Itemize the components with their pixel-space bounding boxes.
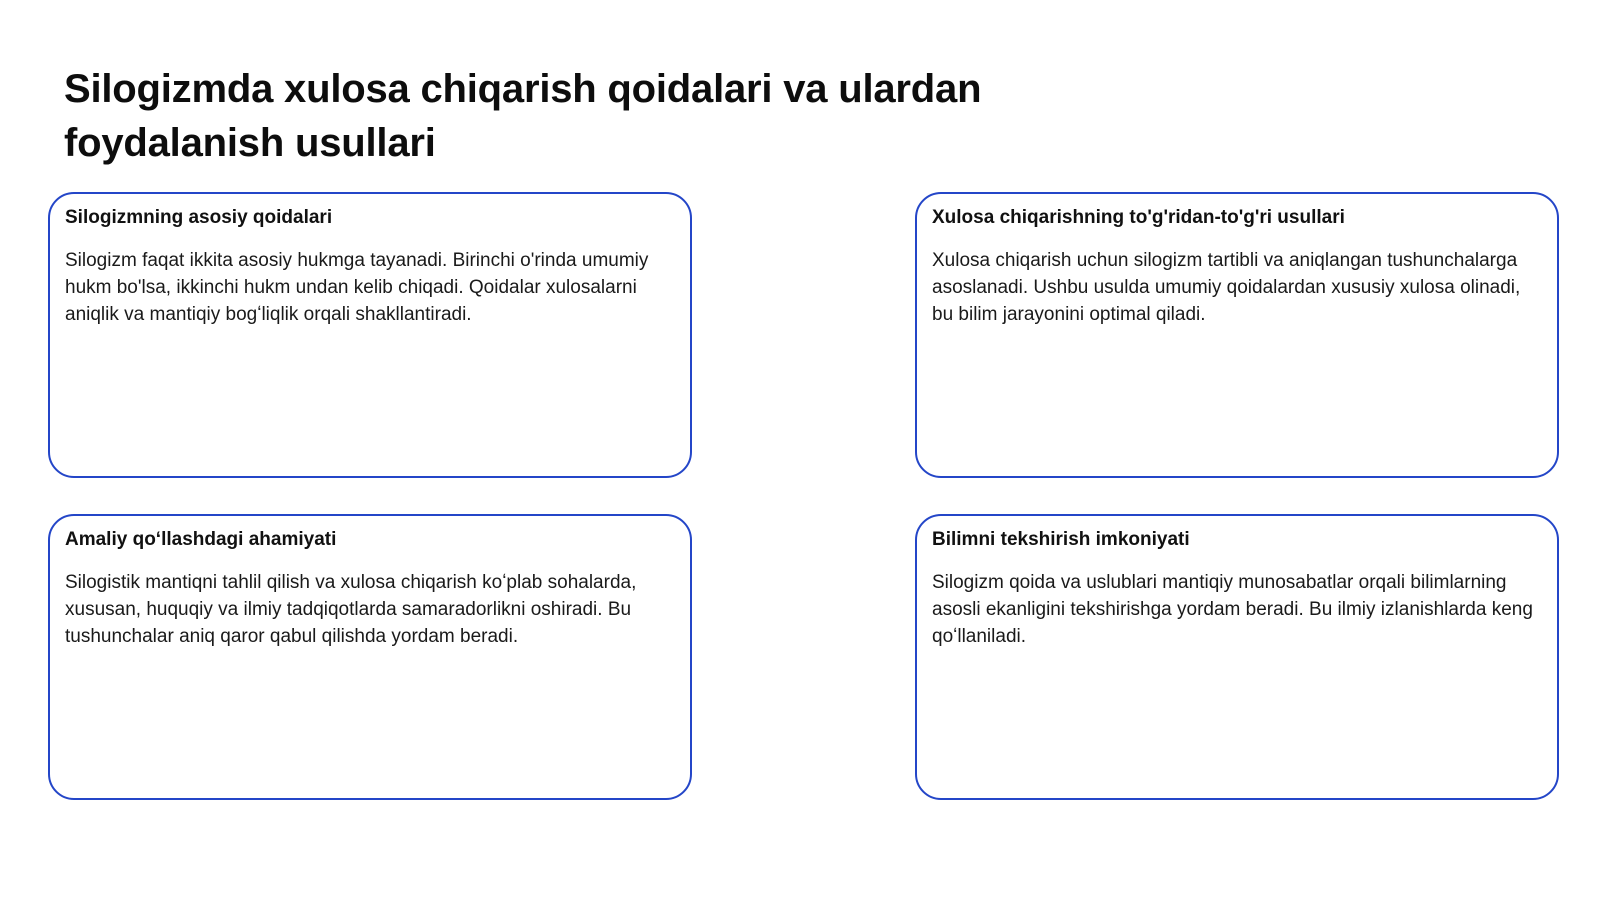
card-title: Amaliy qoʻllashdagi ahamiyati [65, 529, 337, 550]
card-body: Silogistik mantiqni tahlil qilish va xulosa chiqarish koʻplab sohalarda, xususan, huquqiy va ilmiy tadqiqotlarda samaradorlikni oshiradi. Bu tushunchalar aniq qaror qabul qilishda yordam beradi. [65, 572, 637, 647]
card-title: Silogizmning asosiy qoidalari [65, 207, 333, 228]
card-body: Silogizm qoida va uslublari mantiqiy munosabatlar orqali bilimlarning asosli ekanligini tekshirishga yordam beradi. Bu ilmiy izlanishlarda keng qoʻllaniladi. [932, 572, 1533, 647]
card-knowledge-verification [915, 514, 1559, 800]
slide-title: Silogizmda xulosa chiqarish qoidalari va ulardan foydalanish usullari [64, 67, 982, 165]
card-title: Xulosa chiqarishning to'g'ridan-to'g'ri usullari [932, 207, 1345, 228]
card-direct-inference-methods [915, 192, 1559, 478]
card-practical-importance [48, 514, 692, 800]
card-body: Silogizm faqat ikkita asosiy hukmga tayanadi. Birinchi o'rinda umumiy hukm bo'lsa, ikkinchi hukm undan kelib chiqadi. Qoidalar xulosalarni aniqlik va mantiqiy bogʻliqlik orqali shakllantiradi. [65, 250, 649, 325]
card-body: Xulosa chiqarish uchun silogizm tartibli va aniqlangan tushunchalarga asoslanadi. Ushbu usulda umumiy qoidalardan xususiy xulosa olinadi, bu bilim jarayonini optimal qiladi. [932, 250, 1521, 325]
card-syllogism-basic-rules [48, 192, 692, 478]
card-title: Bilimni tekshirish imkoniyati [932, 529, 1190, 550]
